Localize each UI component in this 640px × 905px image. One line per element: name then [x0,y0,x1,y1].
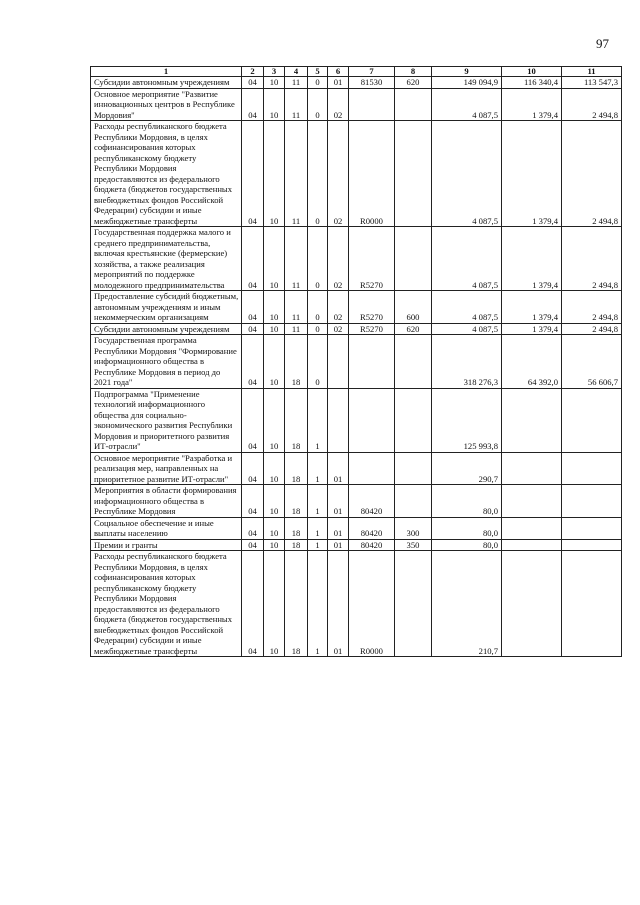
header-cell: 6 [328,67,349,77]
row-value-cell [395,551,432,657]
row-value-cell: 1 379,4 [502,291,562,324]
row-name-cell: Субсидии автономным учреждениям [91,77,242,89]
row-value-cell: 2 494,8 [562,291,622,324]
row-value-cell [349,388,395,452]
row-value-cell: 04 [242,227,264,291]
header-cell: 2 [242,67,264,77]
table-row [91,452,622,485]
row-value-cell: 210,7 [432,551,502,657]
row-value-cell [395,121,432,227]
row-value-cell: 11 [285,291,308,324]
row-value-cell: 80,0 [432,539,502,551]
row-value-cell: 18 [285,452,308,485]
row-value-cell: 10 [264,551,285,657]
header-row [91,67,622,77]
table-row [91,551,622,657]
row-value-cell: 04 [242,539,264,551]
row-name-cell: Подпрограмма "Применение технологий информационного общества для социально-экономического развития Республики Мордовия и приоритетного развития ИТ-отрасли" [91,388,242,452]
row-value-cell: 04 [242,77,264,89]
row-value-cell: 02 [328,227,349,291]
row-value-cell: 80420 [349,485,395,518]
row-value-cell: 2 494,8 [562,121,622,227]
row-value-cell [349,335,395,389]
row-value-cell [562,517,622,539]
row-value-cell: 4 087,5 [432,227,502,291]
row-value-cell: 10 [264,452,285,485]
row-value-cell: 18 [285,517,308,539]
row-value-cell: 0 [308,88,328,121]
header-cell: 9 [432,67,502,77]
row-value-cell: 04 [242,335,264,389]
row-value-cell: 318 276,3 [432,335,502,389]
row-value-cell: 04 [242,452,264,485]
table-row [91,291,622,324]
row-value-cell: 1 379,4 [502,121,562,227]
row-value-cell [328,335,349,389]
table-row [91,388,622,452]
table-row [91,485,622,518]
row-value-cell: 10 [264,485,285,518]
row-value-cell: R0000 [349,121,395,227]
row-value-cell: 0 [308,323,328,335]
row-value-cell: 1 [308,517,328,539]
row-value-cell [502,551,562,657]
row-value-cell: 10 [264,88,285,121]
row-value-cell: 01 [328,539,349,551]
row-value-cell: 1 [308,388,328,452]
row-value-cell: R0000 [349,551,395,657]
row-name-cell: Расходы республиканского бюджета Республики Мордовия, в целях софинансирования которых республиканскому бюджету Республики Мордовия предоставляются из федерального бюджета (бюджетов государственных внебюджетных фондов Российской Федерации) субсидии и иные межбюджетные трансферты [91,551,242,657]
row-value-cell: 116 340,4 [502,77,562,89]
row-value-cell: 10 [264,539,285,551]
row-value-cell: 18 [285,539,308,551]
header-cell: 5 [308,67,328,77]
row-value-cell: 11 [285,77,308,89]
row-value-cell: 04 [242,88,264,121]
row-value-cell: 620 [395,323,432,335]
row-value-cell: 0 [308,227,328,291]
row-value-cell: 01 [328,551,349,657]
row-value-cell [395,388,432,452]
row-value-cell [502,539,562,551]
table-row [91,539,622,551]
table-row [91,517,622,539]
row-value-cell: 64 392,0 [502,335,562,389]
row-value-cell [502,517,562,539]
row-value-cell: 1 379,4 [502,227,562,291]
row-value-cell: 10 [264,388,285,452]
row-value-cell: 10 [264,517,285,539]
table-row [91,335,622,389]
row-value-cell: 18 [285,335,308,389]
row-value-cell: 04 [242,388,264,452]
page-number: 97 [596,36,609,51]
row-value-cell: 10 [264,227,285,291]
row-value-cell: 01 [328,452,349,485]
row-value-cell [502,452,562,485]
row-value-cell [562,539,622,551]
table-row [91,227,622,291]
row-value-cell: 02 [328,121,349,227]
row-value-cell [349,452,395,485]
row-value-cell: 2 494,8 [562,88,622,121]
table-row [91,323,622,335]
row-value-cell: 113 547,3 [562,77,622,89]
row-value-cell: 11 [285,88,308,121]
row-value-cell: 11 [285,227,308,291]
row-value-cell: 1 [308,452,328,485]
row-name-cell: Основное мероприятие "Разработка и реализация мер, направленных на приоритетное развитие ИТ-отрасли" [91,452,242,485]
row-name-cell: Расходы республиканского бюджета Республики Мордовия, в целях софинансирования которых республиканскому бюджету Республики Мордовия предоставляются из федерального бюджета (бюджетов государственных внебюджетных фондов Российской Федерации) субсидии и иные межбюджетные трансферты [91,121,242,227]
row-value-cell: 1 [308,539,328,551]
header-cell: 1 [91,67,242,77]
row-value-cell: 01 [328,517,349,539]
row-value-cell: R5270 [349,227,395,291]
row-value-cell: 2 494,8 [562,323,622,335]
row-value-cell [562,551,622,657]
row-value-cell [562,388,622,452]
row-value-cell: 1 [308,551,328,657]
header-cell: 11 [562,67,622,77]
row-value-cell: 80,0 [432,517,502,539]
row-name-cell: Субсидии автономным учреждениям [91,323,242,335]
row-value-cell: 80420 [349,539,395,551]
row-value-cell: 620 [395,77,432,89]
row-value-cell: 4 087,5 [432,323,502,335]
row-value-cell: 56 606,7 [562,335,622,389]
row-value-cell: 02 [328,88,349,121]
row-value-cell: 1 379,4 [502,323,562,335]
row-value-cell [395,335,432,389]
row-value-cell: 01 [328,77,349,89]
header-cell: 10 [502,67,562,77]
header-cell: 3 [264,67,285,77]
row-value-cell: 18 [285,551,308,657]
row-value-cell: 0 [308,121,328,227]
row-value-cell: 81530 [349,77,395,89]
row-value-cell [328,388,349,452]
row-value-cell: 4 087,5 [432,291,502,324]
row-value-cell: 2 494,8 [562,227,622,291]
header-cell: 7 [349,67,395,77]
row-name-cell: Предоставление субсидий бюджетным, автономным учреждениям и иным некоммерческим организациям [91,291,242,324]
row-value-cell: 18 [285,485,308,518]
row-value-cell: 04 [242,121,264,227]
row-value-cell: 125 993,8 [432,388,502,452]
row-value-cell [395,88,432,121]
row-value-cell: 80,0 [432,485,502,518]
row-value-cell [395,452,432,485]
row-value-cell [562,485,622,518]
row-value-cell: 04 [242,291,264,324]
row-value-cell [395,227,432,291]
budget-table [90,66,622,657]
row-value-cell: 0 [308,291,328,324]
row-name-cell: Мероприятия в области формирования информационного общества в Республике Мордовия [91,485,242,518]
row-name-cell: Государственная программа Республики Мордовия "Формирование информационного общества в Республике Мордовия в период до 2021 года" [91,335,242,389]
row-value-cell: 04 [242,485,264,518]
row-value-cell: 04 [242,323,264,335]
row-value-cell: 290,7 [432,452,502,485]
row-value-cell: 10 [264,323,285,335]
row-value-cell [395,485,432,518]
row-value-cell: 11 [285,323,308,335]
row-name-cell: Премии и гранты [91,539,242,551]
row-value-cell: 10 [264,121,285,227]
table-row [91,88,622,121]
row-value-cell: 600 [395,291,432,324]
row-value-cell: 02 [328,291,349,324]
row-value-cell: R5270 [349,323,395,335]
row-name-cell: Государственная поддержка малого и среднего предпринимательства, включая крестьянские (фермерские) хозяйства, а также реализация мероприятий по поддержке молодежного предпринимательства [91,227,242,291]
row-value-cell: 04 [242,517,264,539]
row-value-cell: 1 [308,485,328,518]
row-name-cell: Социальное обеспечение и иные выплаты населению [91,517,242,539]
row-value-cell [502,485,562,518]
table-row [91,77,622,89]
row-value-cell: 11 [285,121,308,227]
row-value-cell: 80420 [349,517,395,539]
row-value-cell: 149 094,9 [432,77,502,89]
row-value-cell: 0 [308,77,328,89]
row-value-cell: 300 [395,517,432,539]
row-value-cell: 01 [328,485,349,518]
table-row [91,121,622,227]
row-value-cell: R5270 [349,291,395,324]
row-value-cell: 4 087,5 [432,88,502,121]
row-value-cell: 10 [264,77,285,89]
row-value-cell: 04 [242,551,264,657]
row-value-cell: 10 [264,291,285,324]
row-value-cell: 1 379,4 [502,88,562,121]
row-value-cell: 18 [285,388,308,452]
header-cell: 8 [395,67,432,77]
row-name-cell: Основное мероприятие "Развитие инновационных центров в Республике Мордовия" [91,88,242,121]
row-value-cell: 350 [395,539,432,551]
row-value-cell: 10 [264,335,285,389]
header-cell: 4 [285,67,308,77]
row-value-cell: 4 087,5 [432,121,502,227]
row-value-cell: 0 [308,335,328,389]
row-value-cell [562,452,622,485]
row-value-cell [349,88,395,121]
row-value-cell: 02 [328,323,349,335]
row-value-cell [502,388,562,452]
